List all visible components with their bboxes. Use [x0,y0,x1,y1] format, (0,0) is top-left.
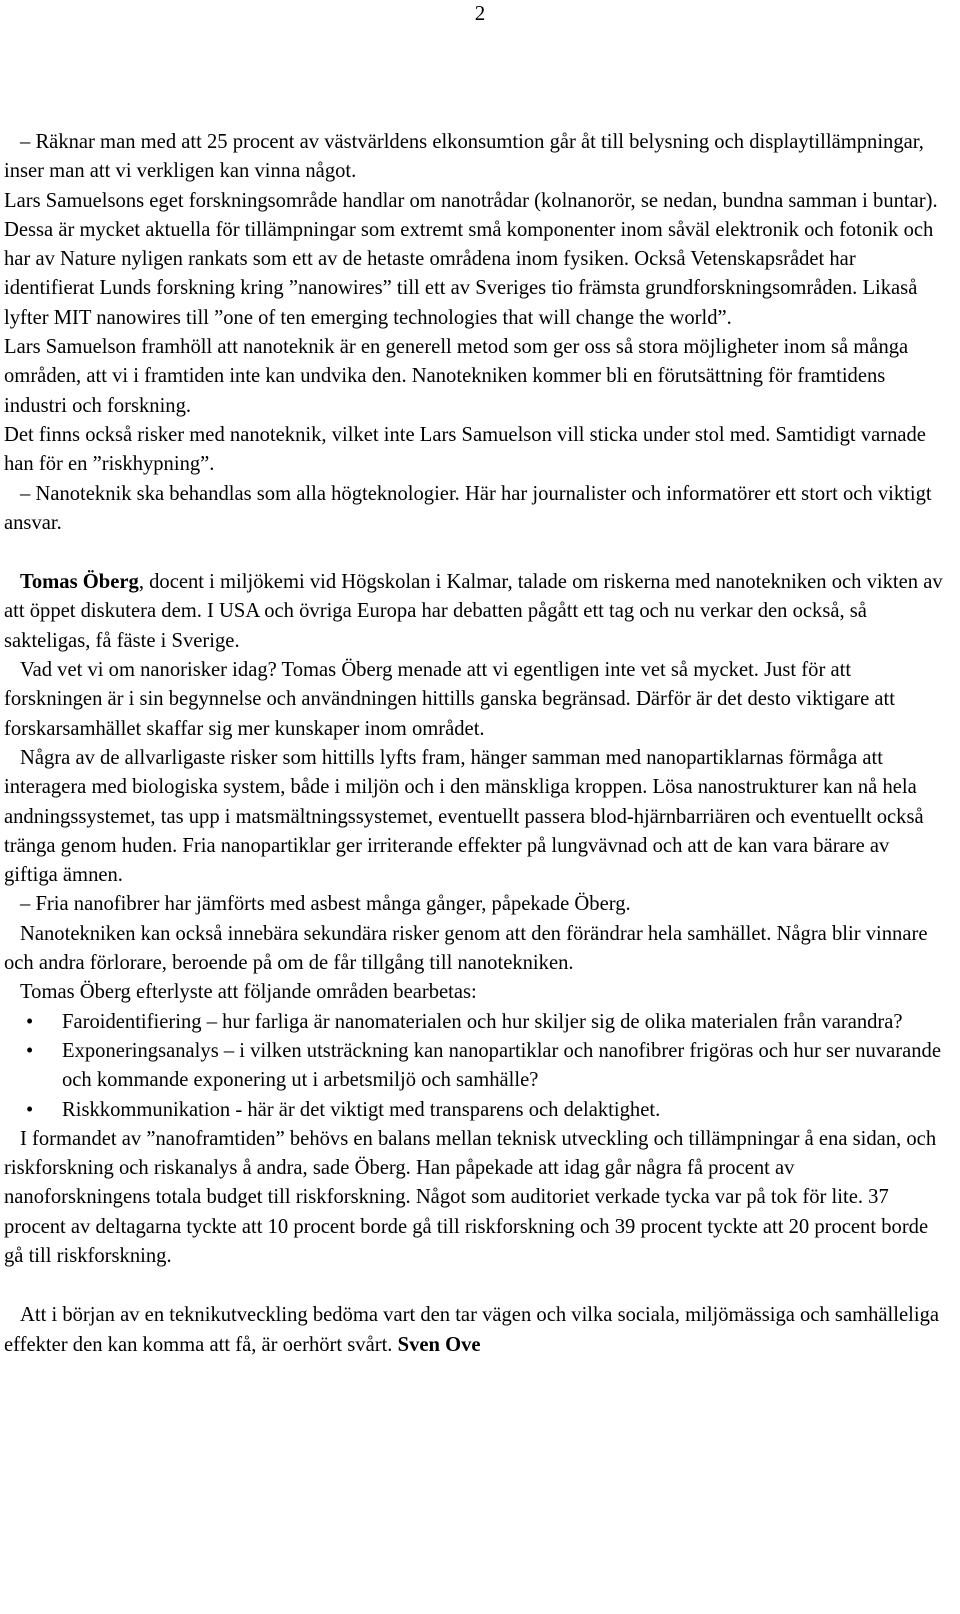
speaker-name: Tomas Öberg [20,571,139,594]
list-item [4,1096,944,1125]
paragraph: Några av de allvarligaste risker som hittills lyfts fram, hänger samman med nanopartiklarnas förmåga att interagera med biologiska system, både i miljön och i den mänskliga kroppen. Lösa nanostrukturer kan nå hela andningssystemet, tas upp i matsmältningssystemet, eventuellt passera blod-hjärnbarriären och eventuellt också tränga genom huden. Fria nanopartiklar ger irriterande effekter på lungvävnad och att de kan vara bärare av giftiga ämnen. [4,746,924,887]
paragraph-final [4,1301,944,1360]
author-name: Sven Ove [397,1333,481,1356]
bullet-list [4,1008,944,1125]
list-item-text: Exponeringsanalys – i vilken utsträckning kan nanopartiklar och nanofibrer frigöras och hur ser nuvarande och kommande exponering ut i arbetsmiljö och samhälle? [62,1039,941,1092]
paragraph: – Fria nanofibrer har jämförts med asbest många gånger, påpekade Öberg. [20,893,631,916]
bullet-icon: • [26,1039,34,1062]
paragraph: – Räknar man med att 25 procent av västvärldens elkonsumtion går åt till belysning och displaytillämpningar, inser man att vi verkligen kan vinna något. [4,131,924,183]
paragraph: Vad vet vi om nanorisker idag? Tomas Öberg menade att vi egentligen inte vet så mycket. Just för att forskningen är i sin begynnelse och användningen hittills ganska begränsad. Därför är det desto viktigare att forskarsamhället skaffar sig mer kunskaper inom området. [4,659,895,740]
paragraph: Tomas Öberg efterlyste att följande områden bearbetas: [20,981,477,1004]
paragraph-oberg-intro [4,568,944,656]
paragraph-text: , docent i miljökemi vid Högskolan i Kalmar, talade om riskerna med nanotekniken och vikten av att öppet diskutera dem. I USA och övriga Europa har debatten pågått ett tag och nu verkar den också, så sakteligas, få fäste i Sverige. [4,571,943,652]
document-body [4,128,944,1360]
paragraph: Lars Samuelson framhöll att nanoteknik är en generell metod som ger oss så stora möjligheter inom så många områden, att vi i framtiden inte kan undvika den. Nanotekniken kommer bli en förutsättning för framtidens industri och forskning. [4,336,909,417]
paragraph-text: Att i början av en teknikutveckling bedöma vart den tar vägen och vilka sociala, miljömässiga och samhälleliga effekter den kan komma att få, är oerhört svårt. [4,1304,940,1356]
paragraph: I formandet av ”nanoframtiden” behövs en balans mellan teknisk utveckling och tillämpningar å ena sidan, och riskforskning och riskanalys å andra, sade Öberg. Han påpekade att idag går några få procent av nanoforskningens totala budget till riskforskning. Något som auditoriet verkade tycka var på tok för lite. 37 procent av deltagarna tyckte att 10 procent borde gå till riskforskning och 39 procent tyckte att 20 procent borde gå till riskforskning. [4,1127,937,1267]
spacer [4,538,944,568]
list-item-text: Faroidentifiering – hur farliga är nanomaterialen och hur skiljer sig de olika materialen från varandra? [62,1010,903,1033]
bullet-icon: • [26,1010,34,1033]
list-item [4,1008,944,1037]
paragraph: Det finns också risker med nanoteknik, vilket inte Lars Samuelson vill sticka under stol med. Samtidigt varnade han för en ”riskhypning”. [4,423,926,476]
paragraph: – Nanoteknik ska behandlas som alla högteknologier. Här har journalister och informatörer ett stort och viktigt ansvar. [4,482,932,534]
paragraph: Nanotekniken kan också innebära sekundära risker genom att den förändrar hela samhället. Några blir vinnare och andra förlorare, beroende på om de får tillgång till nanotekniken. [4,922,928,975]
bullet-icon: • [26,1098,34,1121]
spacer [4,1271,944,1301]
list-item [4,1037,944,1096]
list-item-text: Riskkommunikation - här är det viktigt med transparens och delaktighet. [62,1098,661,1121]
paragraph: Lars Samuelsons eget forskningsområde handlar om nanotrådar (kolnanorör, se nedan, bundna samman i buntar). Dessa är mycket aktuella för tillämpningar som extremt små komponenter inom såväl elektronik och fotonik och har av Nature nyligen rankats som ett av de hetaste områdena inom fysiken. Också Vetenskapsrådet har identifierat Lunds forskning kring ”nanowires” till ett av Sveriges tio främsta grundforskningsområden. Likaså lyfter MIT nanowires till ”one of ten emerging technologies that will change the world”. [4,189,938,329]
page-number: 2 [474,1,486,25]
